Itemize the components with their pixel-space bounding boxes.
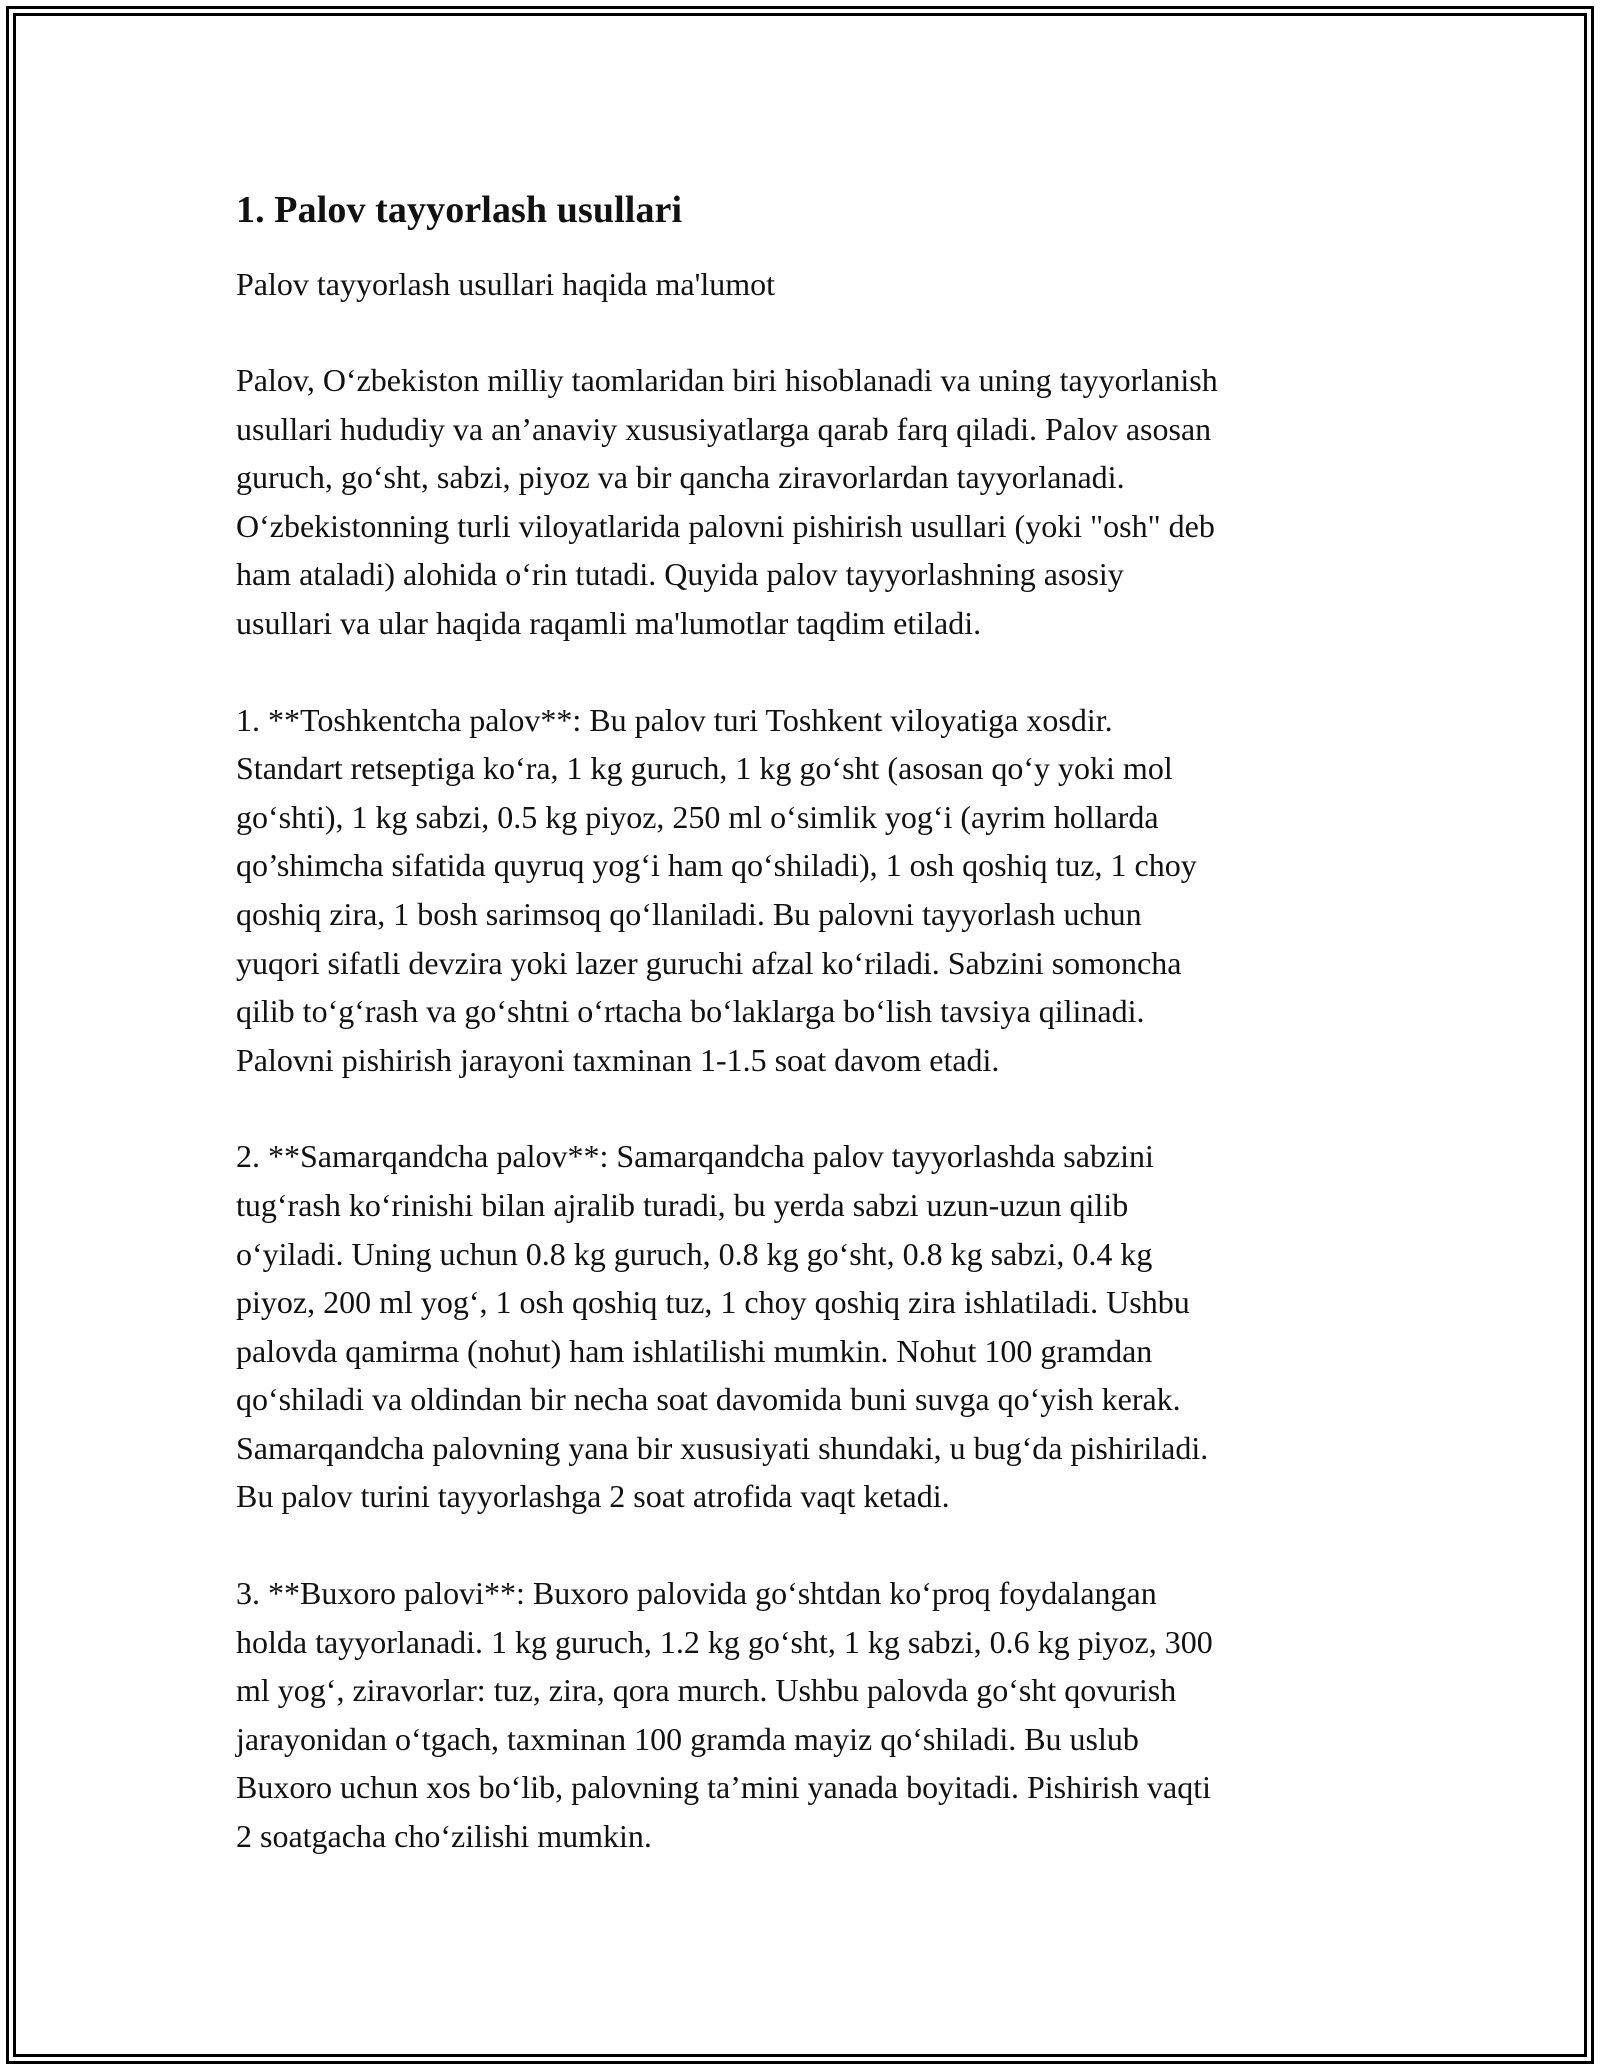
toshkentcha-palov-paragraph: 1. **Toshkentcha palov**: Bu palov turi Toshkent viloyatiga xosdir. Standart retseptiga ko‘ra, 1 kg guruch, 1 kg go‘sht (asosan qo‘y yoki mol go‘shti), 1 kg sabzi, 0.5 kg piyoz, 250 ml o‘simlik yog‘i (ayrim hollarda qo’shimcha sifatida quyruq yog‘i ham qo‘shiladi), 1 osh qoshiq tuz, 1 choy qoshiq zira, 1 bosh sarimsoq qo‘llaniladi. Bu palovni tayyorlash uchun yuqori sifatli devzira yoki lazer guruchi afzal ko‘riladi. Sabzini somoncha qilib to‘g‘rash va go‘shtni o‘rtacha bo‘laklarga bo‘lish tavsiya qilinadi. Palovni pishirish jarayoni taxminan 1-1.5 soat davom etadi.: [236, 701, 1197, 1078]
buxoro-palovi-paragraph: 3. **Buxoro palovi**: Buxoro palovida go‘shtdan ko‘proq foydalangan holda tayyorlanadi. 1 kg guruch, 1.2 kg go‘sht, 1 kg sabzi, 0.6 kg piyoz, 300 ml yog‘, ziravorlar: tuz, zira, qora murch. Ushbu palovda go‘sht qovurish jarayonidan o‘tgach, taxminan 100 gramda mayiz qo‘shiladi. Bu uslub Buxoro uchun xos bo‘lib, palovning ta’mini yanada boyitadi. Pishirish vaqti 2 soatgacha cho‘zilishi mumkin.: [236, 1575, 1213, 1855]
intro-paragraph: Palov, O‘zbekiston milliy taomlaridan biri hisoblanadi va uning tayyorlanish usullari hududiy va an’anaviy xususiyatlarga qarab farq qiladi. Palov asosan guruch, go‘sht, sabzi, piyoz va bir qancha ziravorlardan tayyorlanadi. O‘zbekistonning turli viloyatlarida palovni pishirish usullari (yoki "osh" deb ham ataladi) alohida o‘rin tutadi. Quyida palov tayyorlashning asosiy usullari va ular haqida raqamli ma'lumotlar taqdim etiladi.: [236, 362, 1218, 641]
section-title: 1. Palov tayyorlash usullari: [236, 189, 683, 231]
samarqandcha-palov-paragraph: 2. **Samarqandcha palov**: Samarqandcha palov tayyorlashda sabzini tug‘rash ko‘rinishi bilan ajralib turadi, bu yerda sabzi uzun-uzun qilib o‘yiladi. Uning uchun 0.8 kg guruch, 0.8 kg go‘sht, 0.8 kg sabzi, 0.4 kg piyoz, 200 ml yog‘, 1 osh qoshiq tuz, 1 choy qoshiq zira ishlatiladi. Ushbu palovda qamirma (nohut) ham ishlatilishi mumkin. Nohut 100 gramdan qo‘shiladi va oldindan bir necha soat davomida buni suvga qo‘yish kerak. Samarqandcha palovning yana bir xususiyati shundaki, u bug‘da pishiriladi. Bu palov turini tayyorlashga 2 soat atrofida vaqt ketadi.: [236, 1138, 1209, 1515]
document-body: [236, 186, 1376, 1861]
section-subtitle: Palov tayyorlash usullari haqida ma'lumot: [236, 266, 775, 302]
